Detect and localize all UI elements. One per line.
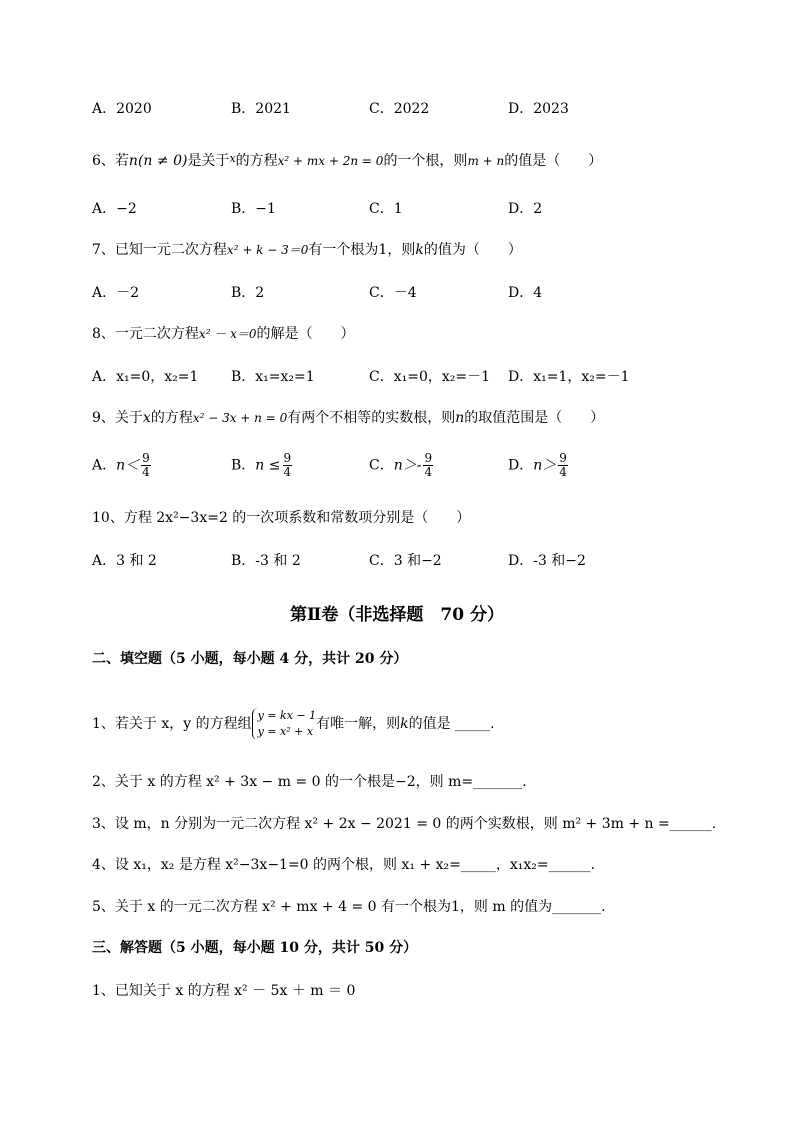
q6-tail: 的值是（ ） (504, 153, 603, 169)
fill-question-5: 5、关于 x 的一元二次方程 x² + mx + 4 = 0 有一个根为1，则 m 的值为_______. (92, 899, 606, 915)
question-8 (92, 324, 355, 344)
q6-option-c: C．1 (369, 201, 403, 217)
question-6 (92, 149, 602, 171)
q9-b-relation: n ≤ (255, 457, 281, 474)
q9-a-relation: n＜ (116, 457, 140, 474)
q8-option-d: D．x₁=1，x₂=－1 (508, 369, 630, 385)
q9-d-fraction (558, 452, 568, 479)
part-2-title: 第Ⅱ卷（非选择题 70 分） (290, 605, 504, 625)
q6-option-b: B．−1 (231, 201, 276, 217)
q6-expression: m + n (467, 154, 505, 168)
q6-option-a: A．−2 (92, 201, 137, 217)
fill-question-3: 3、设 m，n 分别为一元二次方程 x² + 2x − 2021 = 0 的两个实数根，则 m² + 3m + n =______. (92, 816, 717, 832)
q9-d-num: 9 (559, 451, 567, 465)
q9-b-label: B． (231, 457, 256, 474)
f1-eq-1: y = kx − 1 (257, 709, 317, 722)
q9-b-fraction (283, 452, 293, 479)
q4-option-b: B．2021 (231, 101, 291, 117)
fill-question-1 (92, 708, 495, 740)
q8-prefix: 8、一元二次方程 (92, 326, 199, 342)
q6-equation: x² + mx + 2n = 0 (277, 154, 384, 168)
q7-prefix: 7、已知一元二次方程 (92, 242, 227, 258)
q6-var-n: n (128, 153, 138, 169)
q8-equation: x² － x＝0 (198, 327, 257, 341)
q10-option-b: B．-3 和 2 (231, 553, 301, 569)
q6-var-x: x (229, 152, 236, 165)
q7-equation: x² + k − 3＝0 (226, 243, 309, 257)
q6-suffix: 的一个根，则 (383, 153, 468, 169)
q6-mid: 是关于 (187, 153, 230, 169)
f1-tail: 的值是 _____. (408, 716, 495, 732)
f1-equation-system (252, 708, 317, 740)
q10-option-d: D．-3 和−2 (508, 553, 586, 569)
q9-equation: x² − 3x + n = 0 (192, 411, 288, 425)
q7-option-d: D．4 (508, 285, 543, 301)
q7-suffix: 有一个根为1，则 (308, 242, 416, 258)
q7-option-a: A．－2 (92, 285, 140, 301)
q6-eq-label: 的方程 (235, 153, 278, 169)
question-10: 10、方程 2x²−3x=2 的一次项系数和常数项分别是（ ） (92, 510, 471, 526)
solve-question-1: 1、已知关于 x 的方程 x² － 5x ＋ m ＝ 0 (92, 983, 356, 999)
q9-a-den: 4 (142, 465, 150, 479)
q9-var-n: n (455, 410, 465, 426)
f1-eq-2: y = x² + x (257, 725, 314, 738)
question-9 (92, 408, 604, 428)
q9-b-den: 4 (283, 465, 292, 479)
q9-b-num: 9 (283, 451, 292, 465)
q9-d-den: 4 (559, 465, 567, 479)
q6-option-d: D．2 (508, 201, 543, 217)
section-2-title: 二、填空题（5 小题，每小题 4 分，共计 20 分） (92, 651, 408, 667)
q9-d-relation: n＞ (533, 457, 557, 474)
q9-a-num: 9 (142, 451, 150, 465)
q9-a-label: A． (92, 457, 117, 474)
fill-question-2: 2、关于 x 的方程 x² + 3x − m = 0 的一个根是−2，则 m=_______. (92, 774, 527, 790)
q9-option-c (369, 452, 433, 479)
q9-option-b (231, 452, 292, 479)
q7-option-b: B．2 (231, 285, 265, 301)
q4-option-a: A．2020 (92, 101, 152, 117)
q4-option-d: D．2023 (508, 101, 569, 117)
q9-d-label: D． (508, 457, 534, 474)
f1-var-k: k (400, 716, 409, 732)
q9-prefix: 9、关于 (92, 410, 143, 426)
q9-tail: 的取值范围是（ ） (464, 410, 605, 426)
q8-tail: 的解是（ ） (256, 326, 355, 342)
q10-option-a: A．3 和 2 (92, 553, 157, 569)
q9-c-num: 9 (424, 451, 433, 465)
f1-suffix: 有唯一解，则 (316, 716, 401, 732)
q9-c-den: 4 (424, 465, 433, 479)
q7-option-c: C．－4 (369, 285, 417, 301)
q10-option-c: C．3 和−2 (369, 553, 442, 569)
q9-option-a (92, 452, 151, 479)
q9-suffix: 有两个不相等的实数根，则 (287, 410, 456, 426)
q9-option-d (508, 452, 568, 479)
q6-prefix: 6、若 (92, 153, 129, 169)
q9-a-fraction (141, 452, 151, 479)
q8-option-c: C．x₁=0，x₂=－1 (369, 369, 491, 385)
q7-var-k: k (415, 242, 424, 258)
q7-tail: 的值为（ ） (423, 242, 522, 258)
q6-condition: (n ≠ 0) (137, 153, 188, 169)
q9-c-relation: n＞- (393, 457, 422, 474)
q9-var-x: x (142, 410, 151, 426)
section-3-title: 三、解答题（5 小题，每小题 10 分，共计 50 分） (92, 940, 418, 956)
f1-prefix: 1、若关于 x，y 的方程组 (92, 716, 252, 732)
question-7 (92, 240, 522, 260)
q9-c-label: C． (369, 457, 394, 474)
q4-option-c: C．2022 (369, 101, 430, 117)
q9-eq-label: 的方程 (150, 410, 193, 426)
q8-option-b: B．x₁=x₂=1 (231, 369, 315, 385)
q8-option-a: A．x₁=0，x₂=1 (92, 369, 199, 385)
fill-question-4: 4、设 x₁，x₂ 是方程 x²−3x−1=0 的两个根，则 x₁ + x₂=_____，x₁x₂=______. (92, 857, 596, 873)
q9-c-fraction (423, 452, 433, 479)
